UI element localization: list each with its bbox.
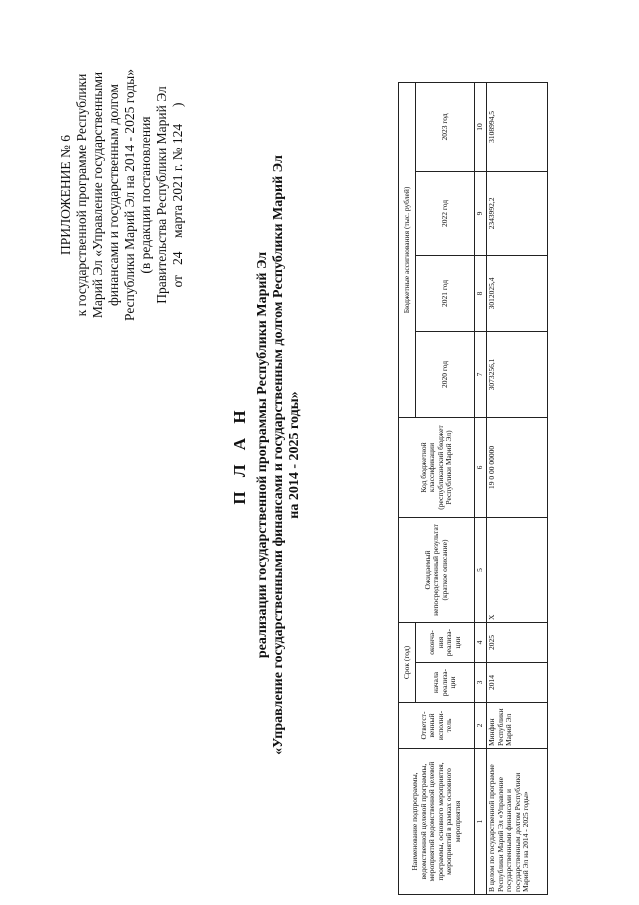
- header-term-start: начала реализа-ции: [416, 663, 475, 703]
- row-name: В целом по государственной программе Республики Марий Эл «Управление государственными финансами и государственным долгом Республики Марий Эл на 2014 - 2025 годы»: [487, 749, 548, 895]
- row-code: 19 0 00 00000: [487, 417, 548, 517]
- appendix-line: (в редакции постановления: [138, 116, 153, 274]
- date-month-year: марта 2021 г. №: [170, 147, 185, 238]
- appendix-line: Правительства Республики Марий Эл: [154, 86, 169, 304]
- column-number: 7: [475, 331, 487, 417]
- table-row: [487, 82, 548, 894]
- subtitle-line: реализации государственной программы Республики Марий Эл: [255, 251, 270, 659]
- row-2023: 3108994,5: [487, 82, 548, 171]
- appendix-title: ПРИЛОЖЕНИЕ № 6: [58, 134, 73, 256]
- column-number: 4: [475, 622, 487, 662]
- row-start: 2014: [487, 663, 548, 703]
- date-day: 24: [170, 251, 185, 265]
- plan-table: [398, 82, 548, 895]
- column-number: 9: [475, 171, 487, 255]
- header-term-end: оконча-ния реализа-ции: [416, 622, 475, 662]
- appendix-line: Республики Марий Эл на 2014 - 2025 годы»: [122, 69, 137, 321]
- row-end: 2025: [487, 622, 548, 662]
- column-number: 6: [475, 417, 487, 517]
- plan-title: П Л А Н: [230, 405, 249, 505]
- column-number: 1: [475, 749, 487, 895]
- header-expected: Ожидаемый непосредственный результат (краткое описание): [399, 517, 475, 622]
- header-name: Наименование подпрограммы, ведомственной целевой программы, мероприятий ведомственной целевой программы, основного мероприятия, мероприятий в рамках основного мероприятия: [399, 749, 475, 895]
- header-2021: 2021 год: [416, 255, 475, 331]
- header-executor: Ответст-венный исполни-тель: [399, 703, 475, 749]
- header-2022: 2022 год: [416, 171, 475, 255]
- column-number: 8: [475, 255, 487, 331]
- header-2020: 2020 год: [416, 331, 475, 417]
- column-number: 3: [475, 663, 487, 703]
- header-budget-group: Бюджетные ассигнования (тыс. рублей): [399, 82, 416, 417]
- column-number: 5: [475, 517, 487, 622]
- appendix-line: к государственной программе Республики: [74, 73, 89, 317]
- appendix-block: [58, 45, 186, 345]
- appendix-line: Марий Эл «Управление государственными: [90, 71, 105, 319]
- header-2023: 2023 год: [416, 82, 475, 171]
- row-2021: 3012025,4: [487, 255, 548, 331]
- date-number: 124: [170, 123, 185, 145]
- column-number: 10: [475, 82, 487, 171]
- date-close: ): [170, 102, 185, 107]
- row-expected: X: [487, 517, 548, 622]
- header-term-group: Срок (год): [399, 622, 416, 702]
- appendix-date-line: [170, 45, 186, 345]
- row-2020: 3073256,1: [487, 331, 548, 417]
- date-from: от: [170, 275, 185, 288]
- appendix-line: финансами и государственным долгом: [106, 84, 121, 306]
- row-2022: 2343992,2: [487, 171, 548, 255]
- column-number: 2: [475, 703, 487, 749]
- row-executor: Минфин Республики Марий Эл: [487, 703, 548, 749]
- plan-subtitle: [255, 75, 303, 835]
- subtitle-line: «Управление государственными финансами и государственным долгом Республики Марий Эл: [271, 155, 286, 755]
- subtitle-line: на 2014 - 2025 годы»: [287, 391, 302, 519]
- header-code: Код бюджетной классификации (республиканский бюджет Республики Марий Эл): [399, 417, 475, 517]
